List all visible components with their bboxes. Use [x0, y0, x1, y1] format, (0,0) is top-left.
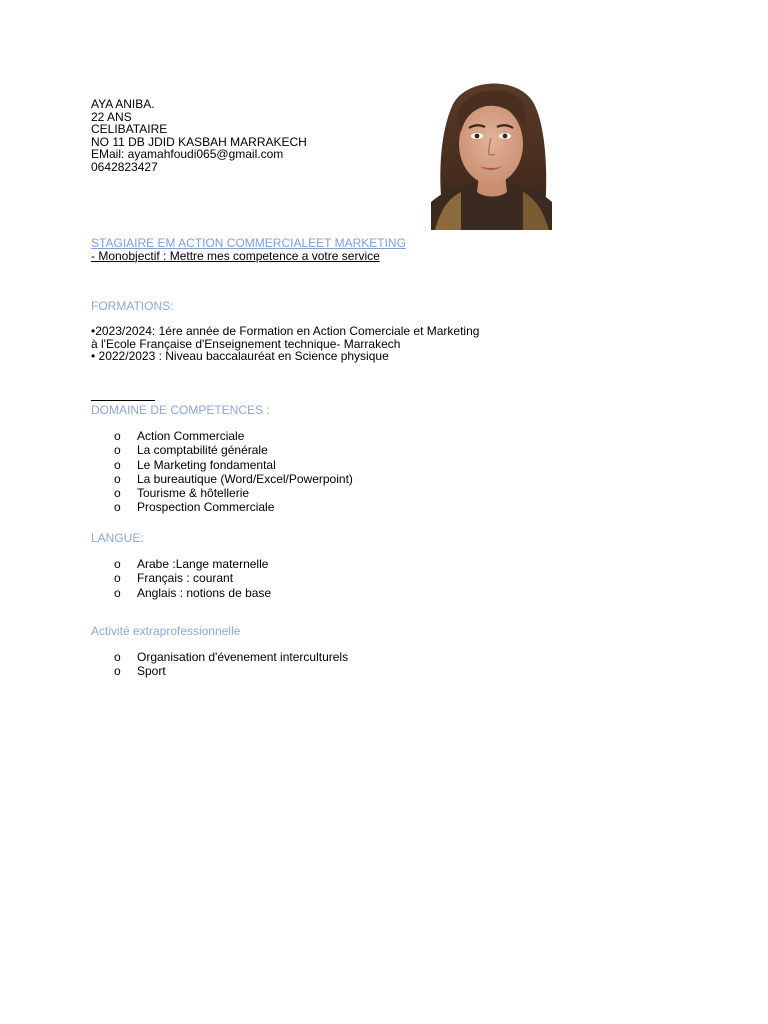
divider-line	[91, 400, 155, 401]
email: EMail: ayamahfoudi065@gmail.com	[91, 147, 284, 162]
list-item: o Anglais : notions de base	[114, 585, 272, 600]
formations-heading: FORMATIONS:	[91, 299, 174, 313]
formations-list	[91, 325, 479, 363]
formation-line: • 2022/2023 : Niveau baccalauréat en Science physique	[91, 349, 389, 364]
formation-line: à l'Ecole Française d'Enseignement technique- Marrakech	[91, 336, 401, 351]
activite-list	[114, 650, 348, 679]
list-item: o Action Commerciale	[114, 429, 245, 443]
phone: 0642823427	[91, 159, 158, 174]
list-item: o Français : courant	[114, 571, 234, 586]
portrait-image	[431, 74, 552, 230]
list-item: o Tourisme & hôtellerie	[114, 486, 250, 500]
profile-photo	[431, 74, 552, 230]
list-item: o Organisation d'évenement interculturels	[114, 650, 349, 664]
list-item: o Sport	[114, 664, 166, 679]
list-item: o La bureautique (Word/Excel/Powerpoint)	[114, 471, 353, 486]
list-item: o La comptabilité générale	[114, 443, 268, 458]
name: AYA ANIBA.	[91, 97, 155, 111]
activite-heading: Activité extraprofessionnelle	[91, 624, 241, 638]
langue-heading: LANGUE:	[91, 531, 144, 545]
formation-line: •2023/2024: 1ére année de Formation en Action Comerciale et Marketing	[91, 324, 480, 338]
age: 22 ANS	[91, 109, 132, 124]
competences-heading: DOMAINE DE COMPETENCES :	[91, 403, 270, 417]
marital-status: CELIBATAIRE	[91, 122, 168, 137]
objective-title: STAGIAIRE EM ACTION COMMERCIALEET MARKETING	[91, 236, 406, 250]
list-item: o Le Marketing fondamental	[114, 457, 276, 472]
objective-block	[91, 237, 406, 262]
objective-text: - Monobjectif : Mettre mes competence a votre service	[91, 248, 380, 263]
identity-block	[91, 98, 307, 174]
list-item: o Arabe :Lange maternelle	[114, 557, 269, 571]
competences-list	[114, 429, 353, 515]
address: NO 11 DB JDID KASBAH MARRAKECH	[91, 134, 307, 149]
langue-list	[114, 557, 271, 600]
list-item: o Prospection Commerciale	[114, 500, 275, 515]
